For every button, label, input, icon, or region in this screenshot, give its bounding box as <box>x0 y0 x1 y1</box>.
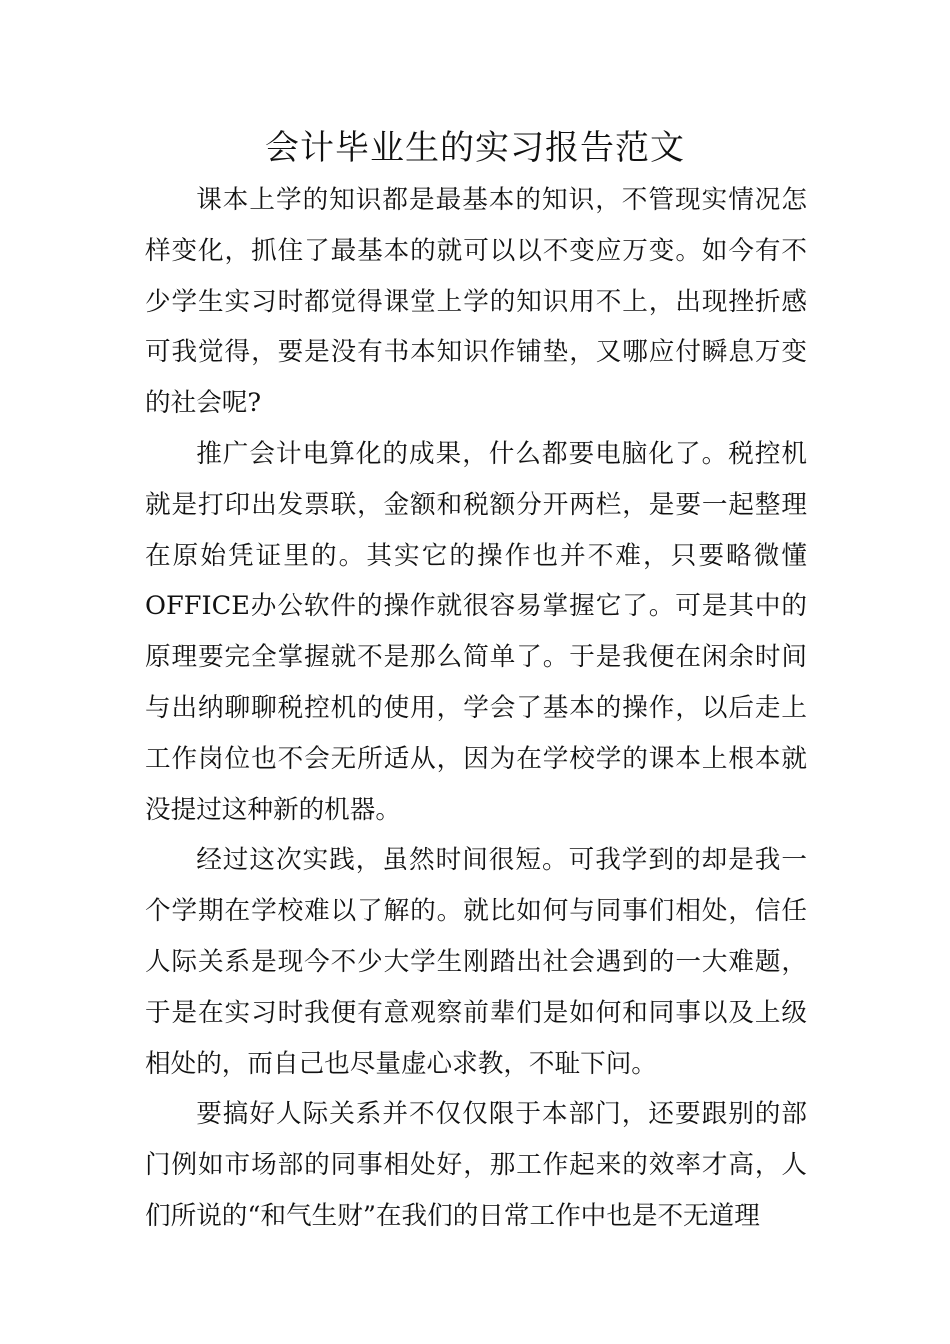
paragraph-4: 要搞好人际关系并不仅仅限于本部门，还要跟别的部门例如市场部的同事相处好，那工作起来的效率才高，人们所说的“和气生财”在我们的日常工作中也是不无道理 <box>145 1099 807 1231</box>
paragraph-1: 课本上学的知识都是最基本的知识，不管现实情况怎样变化，抓住了最基本的就可以以不变应万变。如今有不少学生实习时都觉得课堂上学的知识用不上，出现挫折感可我觉得，要是没有书本知识作铺垫，又哪应付瞬息万变的社会呢? <box>145 185 807 419</box>
paragraph-3: 经过这次实践，虽然时间很短。可我学到的却是我一个学期在学校难以了解的。就比如何与同事们相处，信任人际关系是现今不少大学生刚踏出社会遇到的一大难题，于是在实习时我便有意观察前辈们是如何和同事以及上级相处的，而自己也尽量虚心求教，不耻下问。 <box>145 845 807 1079</box>
paragraph-2: 推广会计电算化的成果，什么都要电脑化了。税控机就是打印出发票联，金额和税额分开两栏，是要一起整理在原始凭证里的。其实它的操作也并不难，只要略微懂OFFICE办公软件的操作就很容易掌握它了。可是其中的原理要完全掌握就不是那么简单了。于是我便在闲余时间与出纳聊聊税控机的使用，学会了基本的操作，以后走上工作岗位也不会无所适从，因为在学校学的课本上根本就没提过这种新的机器。 <box>145 438 807 825</box>
document-title: 会计毕业生的实习报告范文 <box>265 128 685 168</box>
document-body <box>145 175 807 1242</box>
